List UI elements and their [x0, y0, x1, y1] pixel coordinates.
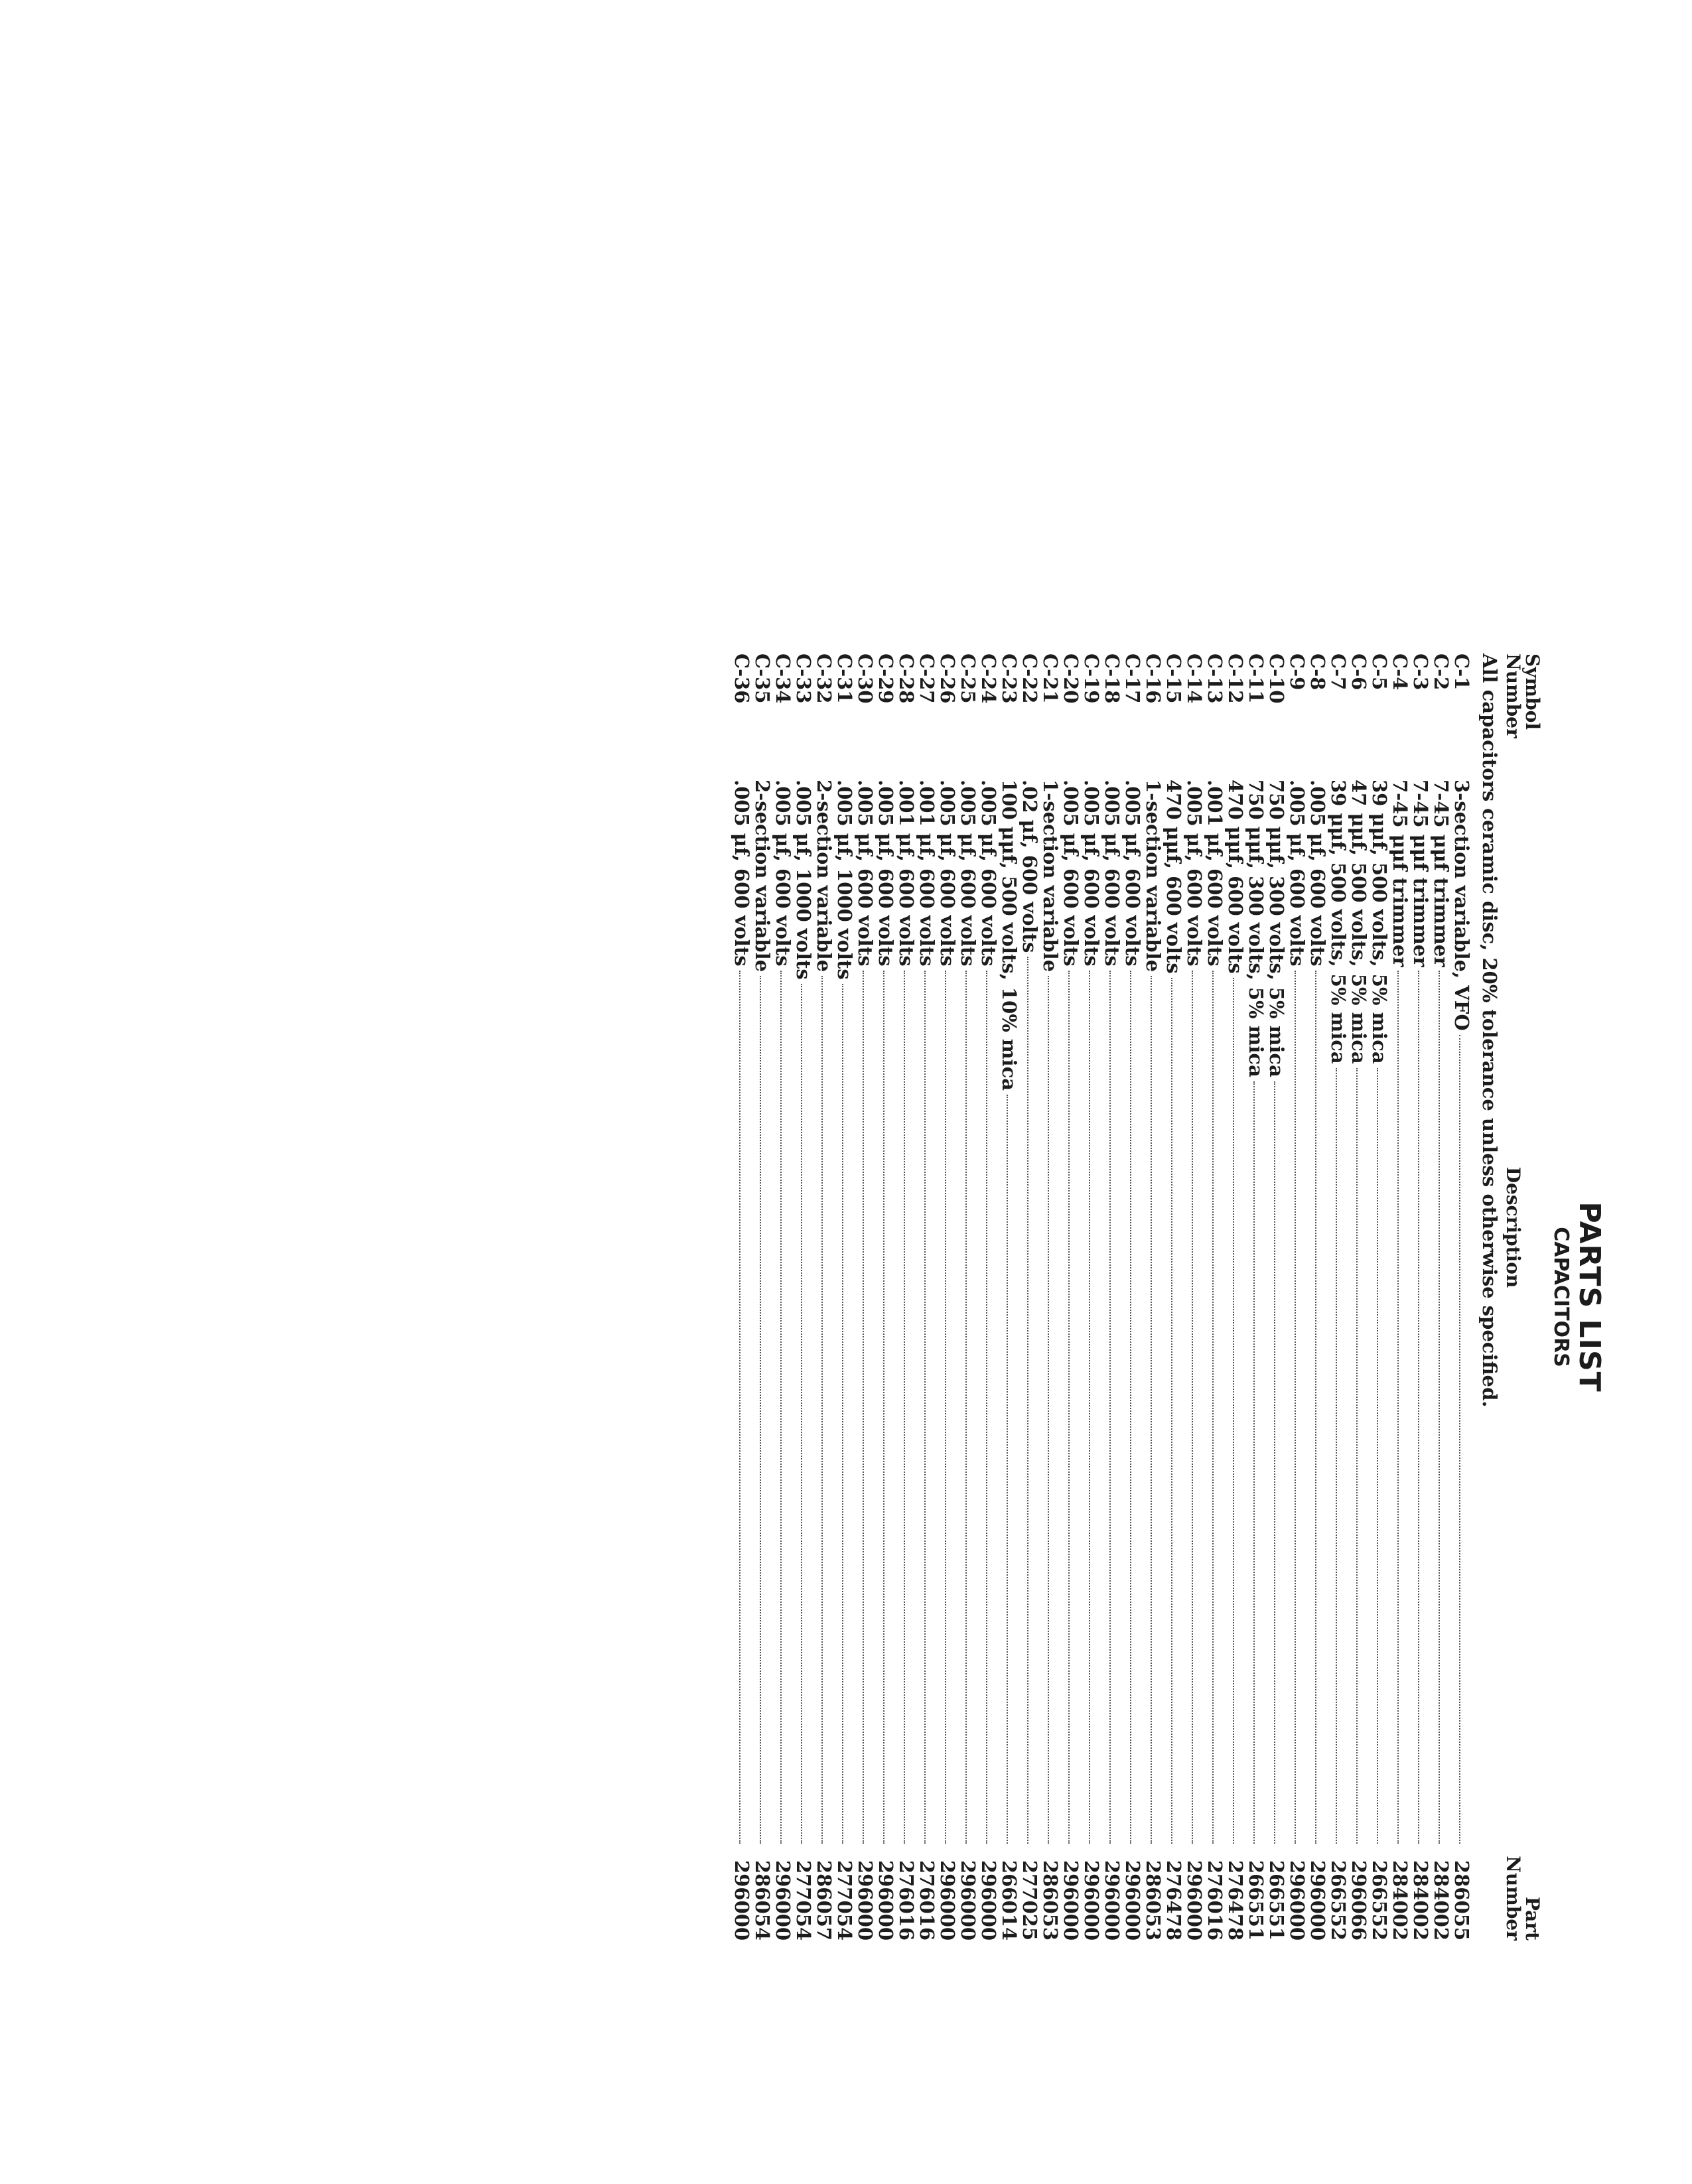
part-number: 276016 — [1204, 1860, 1226, 1941]
description-cell — [1431, 780, 1451, 1848]
symbol-number: C-32 — [813, 653, 835, 704]
dot-leader — [1151, 976, 1152, 1844]
description-cell — [1225, 780, 1245, 1848]
table-row — [1348, 653, 1369, 1941]
part-number: 276478 — [1163, 1860, 1185, 1941]
symbol-number: C-2 — [1430, 653, 1452, 691]
symbol-number: C-9 — [1286, 653, 1308, 691]
table-row — [937, 653, 957, 1941]
description: .005 μf, 600 volts — [731, 780, 753, 967]
description-cell — [1451, 780, 1472, 1848]
description-cell — [1245, 780, 1266, 1848]
description: 2-section variable — [813, 780, 835, 973]
description-cell — [1040, 780, 1060, 1848]
symbol-number: C-30 — [854, 653, 877, 704]
table-row — [896, 653, 916, 1941]
dot-leader — [1233, 978, 1234, 1844]
table-row — [999, 653, 1019, 1941]
description: .005 μf, 600 volts — [936, 780, 959, 967]
description: 39 μμf, 500 volts, 5% mica — [1327, 780, 1350, 1064]
table-row — [1204, 653, 1225, 1941]
part-number: 286053 — [1142, 1860, 1164, 1941]
table-row — [1019, 653, 1040, 1941]
description-cell — [937, 780, 957, 1848]
table-row — [855, 653, 875, 1941]
dot-leader — [1212, 971, 1214, 1844]
symbol-number: C-15 — [1163, 653, 1185, 704]
dot-leader — [1377, 1068, 1378, 1844]
column-header-description-text: Description — [1502, 1166, 1524, 1288]
description: .005 μf, 600 volts — [1286, 780, 1308, 967]
description: 47 μμf, 500 volts, 5% mica — [1348, 780, 1370, 1064]
dot-leader — [924, 971, 926, 1844]
part-number: 266552 — [1327, 1860, 1350, 1941]
description-cell — [1143, 780, 1163, 1848]
symbol-number: C-31 — [833, 653, 856, 704]
symbol-number: C-35 — [751, 653, 774, 704]
part-number: 296000 — [977, 1860, 1000, 1941]
symbol-number: C-20 — [1060, 653, 1082, 704]
description: .005 μf, 600 volts — [957, 780, 979, 967]
part-number: 284002 — [1409, 1860, 1432, 1941]
dot-leader — [842, 984, 843, 1844]
symbol-number: C-5 — [1368, 653, 1391, 691]
description: .005 μf, 600 volts — [1080, 780, 1103, 967]
symbol-number: C-4 — [1389, 653, 1411, 691]
dot-leader — [1459, 1035, 1460, 1844]
description-cell — [1081, 780, 1101, 1848]
dot-leader — [904, 971, 905, 1844]
table-row — [1122, 653, 1143, 1941]
dot-leader — [1418, 971, 1419, 1844]
table-row — [916, 653, 937, 1941]
symbol-number: C-28 — [895, 653, 918, 704]
symbol-number: C-36 — [731, 653, 753, 704]
description-cell — [896, 780, 916, 1848]
part-number: 296000 — [772, 1860, 794, 1941]
section-title: CAPACITORS — [1549, 1227, 1573, 1367]
dot-leader — [1089, 971, 1090, 1844]
description-cell — [1369, 780, 1389, 1848]
table-row — [793, 653, 813, 1941]
dot-leader — [739, 971, 740, 1844]
symbol-number: C-33 — [792, 653, 815, 704]
table-row — [1163, 653, 1184, 1941]
tolerance-note: All capacitors ceramic disc, 20% tolerance unless otherwise specified. — [1478, 653, 1501, 1408]
part-number: 296000 — [1306, 1860, 1329, 1941]
description-cell — [916, 780, 937, 1848]
dot-leader — [801, 984, 802, 1844]
description-cell — [1163, 780, 1184, 1848]
table-row — [772, 653, 793, 1941]
description-cell — [752, 780, 772, 1848]
part-number: 296000 — [1080, 1860, 1103, 1941]
table-row — [834, 653, 855, 1941]
table-row — [813, 653, 834, 1941]
description-cell — [855, 780, 875, 1848]
symbol-number: C-7 — [1327, 653, 1350, 691]
description-cell — [1184, 780, 1204, 1848]
description: 39 μμf, 500 volts, 5% mica — [1368, 780, 1391, 1064]
description-cell — [1307, 780, 1328, 1848]
description: .005 μf, 600 volts — [1121, 780, 1144, 967]
description-cell — [1060, 780, 1081, 1848]
table-row — [1410, 653, 1431, 1941]
description: .005 μf, 1000 volts — [833, 780, 856, 980]
description: 750 μμf, 300 volts, 5% mica — [1245, 780, 1267, 1077]
description: 3-section variable, VFO — [1450, 780, 1473, 1031]
symbol-number: C-16 — [1142, 653, 1164, 704]
part-number: 276016 — [895, 1860, 918, 1941]
part-number: 266552 — [1368, 1860, 1391, 1941]
table-row — [1369, 653, 1389, 1941]
description: 7-45 μμf trimmer — [1389, 780, 1411, 967]
dot-leader — [1027, 957, 1028, 1844]
table-row — [957, 653, 978, 1941]
part-number: 284002 — [1430, 1860, 1452, 1941]
dot-leader — [1356, 1068, 1358, 1844]
symbol-number: C-29 — [875, 653, 897, 704]
table-row — [1081, 653, 1101, 1941]
parts-list-page — [731, 653, 1606, 1941]
parts-table — [731, 653, 1472, 1941]
part-number: 296000 — [936, 1860, 959, 1941]
column-header-part — [1504, 1848, 1542, 1941]
description: 1-section variable — [1039, 780, 1062, 973]
table-row — [1245, 653, 1266, 1941]
table-row — [875, 653, 896, 1941]
dot-leader — [986, 971, 987, 1844]
symbol-number: C-14 — [1183, 653, 1206, 704]
column-header-symbol-text: Symbol Number — [1502, 653, 1543, 738]
symbol-number: C-10 — [1265, 653, 1288, 704]
part-number: 296000 — [957, 1860, 979, 1941]
description: .005 μf, 600 volts — [1060, 780, 1082, 967]
dot-leader — [1171, 978, 1172, 1844]
description: .005 μf, 600 volts — [1101, 780, 1123, 967]
dot-leader — [1315, 971, 1316, 1844]
description-cell — [1101, 780, 1122, 1848]
description-cell — [1204, 780, 1225, 1848]
dot-leader — [1253, 1081, 1255, 1844]
part-number: 296000 — [1286, 1860, 1308, 1941]
part-number: 276016 — [916, 1860, 938, 1941]
part-number: 277054 — [792, 1860, 815, 1941]
symbol-number: C-6 — [1348, 653, 1370, 691]
table-row — [1225, 653, 1245, 1941]
dot-leader — [1295, 971, 1296, 1844]
description: .005 μf, 600 volts — [1306, 780, 1329, 967]
description: .001 μf, 600 volts — [895, 780, 918, 967]
part-number: 284002 — [1389, 1860, 1411, 1941]
table-row — [1389, 653, 1410, 1941]
table-row — [1451, 653, 1472, 1941]
dot-leader — [1397, 971, 1399, 1844]
description-cell — [875, 780, 896, 1848]
description-cell — [1328, 780, 1348, 1848]
description-cell — [1389, 780, 1410, 1848]
table-row — [752, 653, 772, 1941]
symbol-number: C-19 — [1080, 653, 1103, 704]
column-header-row — [1504, 653, 1546, 1941]
dot-leader — [821, 976, 823, 1844]
description-cell — [793, 780, 813, 1848]
description-cell — [1266, 780, 1287, 1848]
description-cell — [772, 780, 793, 1848]
symbol-number: C-22 — [1019, 653, 1041, 704]
symbol-number: C-27 — [916, 653, 938, 704]
part-number: 296000 — [1060, 1860, 1082, 1941]
description: .001 μf, 600 volts — [916, 780, 938, 967]
dot-leader — [1192, 971, 1193, 1844]
symbol-number: C-3 — [1409, 653, 1432, 691]
dot-leader — [1007, 1095, 1008, 1844]
description: .001 μf, 600 volts — [1204, 780, 1226, 967]
table-row — [1143, 653, 1163, 1941]
table-row — [1287, 653, 1307, 1941]
description: .02 μf, 600 volts — [1019, 780, 1041, 953]
table-row — [1040, 653, 1060, 1941]
part-number: 296000 — [854, 1860, 877, 1941]
part-number: 277054 — [833, 1860, 856, 1941]
part-number: 276478 — [1224, 1860, 1247, 1941]
dot-leader — [760, 976, 761, 1844]
symbol-number: C-8 — [1306, 653, 1329, 691]
symbol-number: C-23 — [998, 653, 1021, 704]
part-number: 296000 — [1183, 1860, 1206, 1941]
dot-leader — [1439, 971, 1440, 1844]
description: 750 μμf, 300 volts, 5% mica — [1265, 780, 1288, 1077]
part-number: 266551 — [1245, 1860, 1267, 1941]
description: .005 μf, 600 volts — [772, 780, 794, 967]
table-row — [1184, 653, 1204, 1941]
column-header-symbol — [1504, 653, 1542, 780]
table-row — [1307, 653, 1328, 1941]
description: .005 μf, 600 volts — [875, 780, 897, 967]
description: 7-45 μμf trimmer — [1430, 780, 1452, 967]
part-number: 296000 — [875, 1860, 897, 1941]
symbol-number: C-13 — [1204, 653, 1226, 704]
part-number: 266014 — [998, 1860, 1021, 1941]
part-number: 286053 — [1039, 1860, 1062, 1941]
part-number: 296000 — [1121, 1860, 1144, 1941]
dot-leader — [1130, 971, 1131, 1844]
description-cell — [834, 780, 855, 1848]
dot-leader — [1048, 976, 1049, 1844]
description: 100 μμf, 500 volts, 10% mica — [998, 780, 1021, 1091]
symbol-number: C-12 — [1224, 653, 1247, 704]
description-cell — [957, 780, 978, 1848]
table-row — [731, 653, 752, 1941]
description: .005 μf, 600 volts — [1183, 780, 1206, 967]
symbol-number: C-11 — [1245, 653, 1267, 704]
dot-leader — [1068, 971, 1070, 1844]
symbol-number: C-18 — [1101, 653, 1123, 704]
dot-leader — [945, 971, 946, 1844]
symbol-number: C-25 — [957, 653, 979, 704]
dot-leader — [883, 971, 884, 1844]
symbol-number: C-21 — [1039, 653, 1062, 704]
symbol-number: C-1 — [1450, 653, 1473, 691]
description-cell — [731, 780, 752, 1848]
table-row — [1431, 653, 1451, 1941]
symbol-number: C-26 — [936, 653, 959, 704]
description-cell — [1410, 780, 1431, 1848]
description: .005 μf, 600 volts — [854, 780, 877, 967]
dot-leader — [780, 971, 782, 1844]
table-row — [1266, 653, 1287, 1941]
description-cell — [1019, 780, 1040, 1848]
description-cell — [1348, 780, 1369, 1848]
part-number: 286054 — [751, 1860, 774, 1941]
column-header-part-text: Part Number — [1502, 1856, 1543, 1941]
part-number: 296000 — [731, 1860, 753, 1941]
part-number: 296066 — [1348, 1860, 1370, 1941]
symbol-number: C-17 — [1121, 653, 1144, 704]
table-row — [978, 653, 999, 1941]
dot-leader — [1109, 971, 1111, 1844]
table-row — [1101, 653, 1122, 1941]
part-number: 296000 — [1101, 1860, 1123, 1941]
dot-leader — [1336, 1068, 1337, 1844]
symbol-number: C-24 — [977, 653, 1000, 704]
dot-leader — [965, 971, 967, 1844]
description-cell — [1287, 780, 1307, 1848]
description: .005 μf, 600 volts — [977, 780, 1000, 967]
description: 1-section variable — [1142, 780, 1164, 973]
symbol-number: C-34 — [772, 653, 794, 704]
dot-leader — [1274, 1081, 1275, 1844]
description-cell — [1122, 780, 1143, 1848]
part-number: 277025 — [1019, 1860, 1041, 1941]
dot-leader — [863, 971, 864, 1844]
description: 7-45 μμf trimmer — [1409, 780, 1432, 967]
column-header-description — [1504, 780, 1523, 1848]
description: 470 μμf, 600 volts — [1224, 780, 1247, 974]
table-row — [1060, 653, 1081, 1941]
description-cell — [813, 780, 834, 1848]
description: 470 μμf, 600 volts — [1163, 780, 1185, 974]
page-title: PARTS LIST — [1573, 1201, 1606, 1393]
description-cell — [978, 780, 999, 1848]
part-number: 286057 — [813, 1860, 835, 1941]
part-number: 266551 — [1265, 1860, 1288, 1941]
description-cell — [999, 780, 1019, 1848]
table-row — [1328, 653, 1348, 1941]
part-number: 286055 — [1450, 1860, 1473, 1941]
description: 2-section variable — [751, 780, 774, 973]
description: .005 μf, 1000 volts — [792, 780, 815, 980]
